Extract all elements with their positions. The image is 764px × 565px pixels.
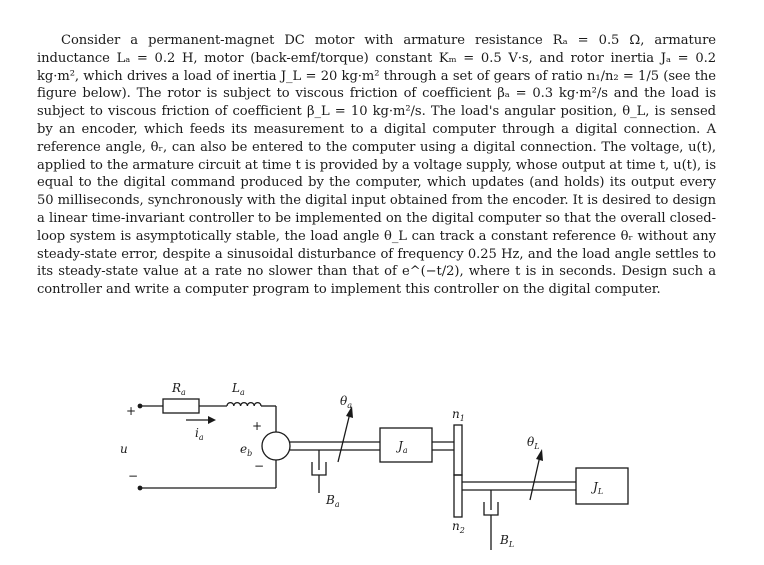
rotor-inertia-ja: [380, 428, 432, 462]
label-ja: $J_a$: [398, 439, 408, 455]
label-u: u: [120, 442, 128, 456]
gear-n2: [454, 475, 462, 517]
label-minus-motor: −: [254, 459, 265, 473]
inductor-la: [227, 403, 261, 406]
motor-symbol: [262, 432, 290, 460]
label-ia: $i_a$: [195, 426, 204, 442]
load-inertia-jl: [576, 468, 628, 504]
label-jl: $J_L$: [593, 480, 604, 496]
label-la: $L_a$: [232, 381, 245, 397]
label-bl: $B_L$: [500, 533, 515, 549]
label-n2: $n_2$: [452, 519, 465, 535]
label-plus-left: +: [126, 404, 137, 418]
problem-paragraph: Consider a permanent-magnet DC motor with armature resistance Rₐ = 0.5 Ω, armature inductance Lₐ = 0.2 H, motor (back-emf/torque) constant Kₘ = 0.5 V·s, and rotor inertia Jₐ = 0.2 kg·m², which drives a load of inertia J_L = 20 kg·m² through a set of gears of ratio n₁/n₂ = 1/5 (see the figure below). The rotor is subject to viscous friction of coefficient βₐ = 0.3 kg·m²/s and the load is subject to viscous friction of coefficient β_L = 10 kg·m²/s. The load's angular position, θ_L, is sensed by an encoder, which feeds its measurement to a digital computer through a digital connection. A reference angle, θᵣ, can also be entered to the computer using a digital connection. The voltage, u(t), applied to the armature circuit at time t is provided by a voltage supply, whose output at time t, u(t), is equal to the digital command produced by the computer, which updates (and holds) its output every 50 milliseconds, synchronously with the digital input obtained from the encoder. It is desired to design a linear time-invariant controller to be implemented on the digital computer so that the overall closed-loop system is asymptotically stable, the load angle θ_L can track a constant reference θᵣ without any steady-state error, despite a sinusoidal disturbance of frequency 0.25 Hz, and the load angle settles to its steady-state value at a rate no slower than that of e^(−t/2), where t is in seconds. Design such a controller and write a computer program to implement this controller on the digital computer.: [37, 33, 716, 298]
label-eb: $e_b$: [240, 442, 253, 458]
label-ra: $R_a$: [172, 381, 186, 397]
current-arrowhead: [208, 416, 216, 424]
theta-l-arrow: [530, 456, 540, 500]
terminal-top: [138, 404, 143, 409]
label-minus-left: −: [128, 469, 139, 483]
label-plus-motor: +: [252, 419, 263, 433]
gear-n1: [454, 425, 462, 475]
theta-a-arrow: [338, 413, 350, 462]
label-n1: $n_1$: [452, 407, 465, 423]
resistor-ra: [163, 399, 199, 413]
label-theta-a: $\theta_a$: [340, 394, 353, 410]
label-theta-l: $\theta_L$: [527, 435, 540, 451]
label-ba: $B_a$: [326, 493, 340, 509]
terminal-bottom: [138, 486, 143, 491]
